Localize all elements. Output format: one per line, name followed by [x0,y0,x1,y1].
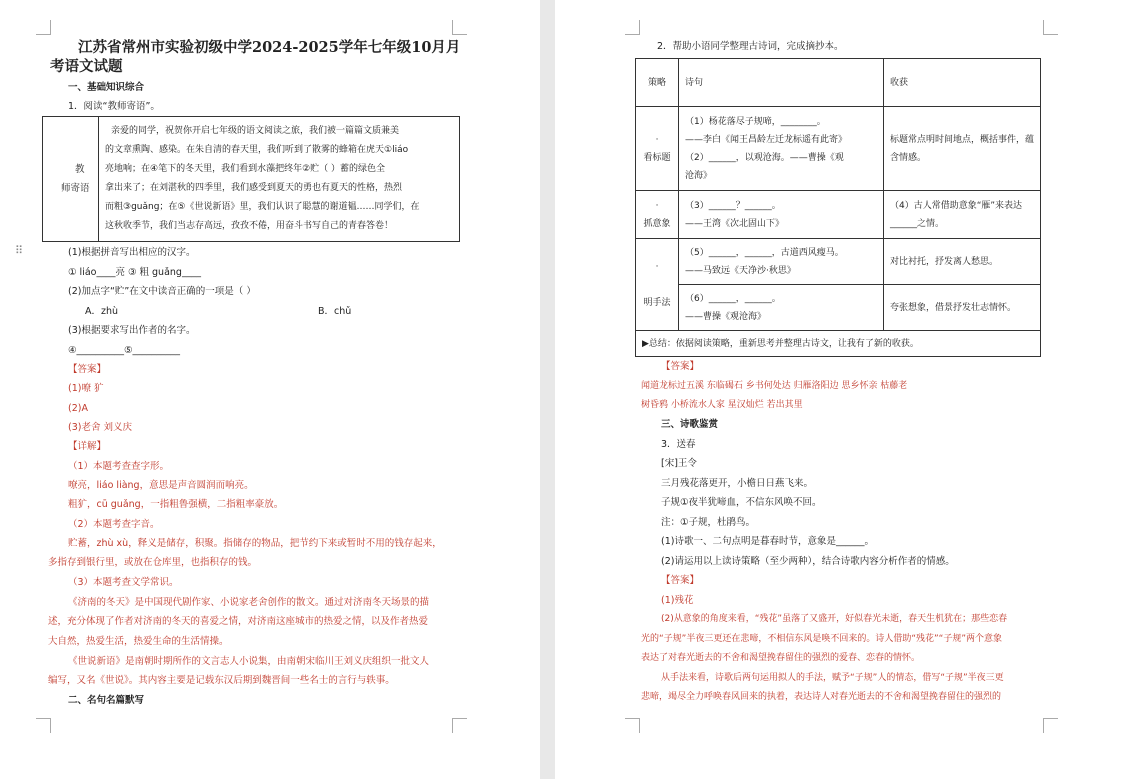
strategy-label: 抓意象 [643,218,671,229]
crop-mark [625,718,640,733]
detail-text: 《世说新语》是南朝时期所作的文言志人小说集，由南朝宋临川王刘义庆组织一批文人 [68,656,430,667]
answer-text: 闻道龙标过五溪 东临碣石 乡书何处达 归雁洛阳边 思乡怀亲 枯藤老 [641,381,908,391]
crop-mark [36,20,51,35]
question-text: 2．帮助小语同学整理古诗词，完成摘抄本。 [657,41,844,52]
strategy-label: 明手法 [643,297,671,308]
answer-text: 从手法来看，诗歌后两句运用拟人的手法，赋予“子规”人的情态，借写“子规”半夜三更 [661,673,1004,683]
question-text: (2)请运用以上读诗策略（至少两种），结合诗歌内容分析作者的情感。 [661,556,955,567]
poem-cell [679,107,884,191]
question-text: ① liáo____亮 ③ 粗 guǎng____ [68,267,201,278]
poem-line: （2）______，以观沧海。——曹操《观 [685,152,844,163]
detail-text: 《济南的冬天》是中国现代剧作家、小说家老舍创作的散文。通过对济南冬天场景的描 [68,597,430,608]
box-line: 这秋收季节，我们当志存高远，孜孜不倦，用奋斗书写自己的青春答卷！ [105,221,394,231]
poem-line: （1）杨花落尽子规啼，________。 [685,116,826,127]
table-header-strategy: 策略 [636,59,679,107]
answer-text: (2)从意象的角度来看，“残花”虽落了又盛开，好似春光未逝，春天生机犹在；那些恋春 [661,614,1008,624]
box-label: 师寄语 [61,183,90,194]
detail-text: 嘹亮，liáo liàng，意思是声音圆润而响亮。 [68,480,254,491]
crop-mark [625,20,640,35]
poem-cell [679,191,884,239]
detail-text: （1）本题考查查字形。 [68,461,170,472]
question-text: (1)根据拼音写出相应的汉字。 [68,247,196,258]
poem-table [635,58,1041,357]
question-text: ④__________⑤__________ [68,345,181,356]
teacher-message-box [42,116,460,242]
poem-author: [宋]王令 [661,458,697,469]
box-line: 亮地响；在④笔下的冬天里，我们看到水藻把终年②贮（ ）蓄的绿色全 [105,164,385,174]
crop-mark [452,20,467,35]
section-heading: 一、基础知识综合 [68,82,145,93]
poem-line: 子规①夜半犹啼血，不信东风唤不回。 [661,497,822,508]
gain-cell: （4）古人常借助意象“雁”来表达______之情。 [884,191,1041,239]
poem-cell [679,285,884,331]
crop-mark [1043,718,1058,733]
poem-line: ——王湾《次北固山下》 [685,218,785,229]
detail-text: （2）本题考查字音。 [68,519,160,530]
table-header-poem: 诗句 [679,59,884,107]
document-page-left [0,0,540,779]
answer-text: 光的“子规”半夜三更还在悲啼，不相信东风是唤不回来的。诗人借助“残花”“子规”两个意象 [641,634,1002,644]
question-text: (2)加点字“贮”在文中读音正确的一项是（ ） [68,286,256,297]
option-a: A．zhù [85,306,119,317]
answer-label: 【答案】 [661,361,700,372]
poem-line: 三月残花落更开，小檐日日燕飞来。 [661,478,814,489]
detail-text: 粗犷，cū guǎng，一指粗鲁强横，二指粗率豪放。 [68,499,284,510]
poem-cell [679,239,884,285]
box-label: 教 [75,164,85,175]
answer-text: (1)残花 [661,595,694,606]
poem-line: ——马致远《天净沙·秋思》 [685,265,796,276]
answer-text: 表达了对春光逝去的不舍和渴望挽春留住的强烈的爱春、恋春的情怀。 [641,653,921,663]
detail-label: 【详解】 [68,441,107,452]
crop-mark [452,718,467,733]
detail-text: 述，充分体现了作者对济南的冬天的喜爱之情，对济南这座城市的热爱之情，以及作者热爱 [48,616,429,627]
document-page-right [555,0,1134,779]
poem-line: （5）______，______，古道西风瘦马。 [685,247,844,258]
option-b: B．chǔ [318,306,352,317]
poem-line: ——李白《闻王昌龄左迁龙标遥有此寄》 [685,134,848,145]
strategy-cell: · 抓意象 [636,191,679,239]
summary-cell: ▶总结：依据阅读策略，重新思考并整理古诗文，让我有了新的收获。 [636,331,1041,357]
box-line: 而粗③guǎng；在⑤《世说新语》里，我们认识了聪慧的谢道韫……同学们，在 [105,202,420,212]
answer-text: (2)A [68,403,88,414]
detail-text: 大自然，热爱生活，热爱生命的生活情操。 [48,636,229,647]
detail-text: 编写，又名《世说》。其内容主要是记载东汉后期到魏晋间一些名士的言行与轶事。 [48,675,395,686]
strategy-label: 看标题 [643,152,671,163]
box-label-cell [43,117,99,241]
doc-title-line1: 江苏省常州市实验初级中学2024-2025学年七年级10月月 [78,39,461,56]
table-header-gain: 收获 [884,59,1041,107]
box-line: 的文章熏陶、感染。在朱自清的春天里，我们听到了散雾的蜂箱在虎天①liáo [105,145,409,155]
detail-text: 贮蓄，zhù xù，释义是储存，积聚。指储存的物品，把节约下来或暂时不用的钱存起来， [68,538,442,549]
answer-text: (3)老舍 刘义庆 [68,422,132,433]
poem-line: （6）______，______。 [685,293,781,304]
crop-mark [1043,20,1058,35]
doc-title-line2: 考语文试题 [50,58,123,75]
box-line: 拿出来了；在刘湛秋的四季里，我们感受到夏天的勇也有夏天的性格，热烈 [105,183,403,193]
poem-line: 沧海》 [685,170,713,181]
strategy-cell: · 明手法 [636,239,679,331]
answer-text: 悲啼，竭尽全力呼唤春风回来的执着，表达诗人对春光逝去的不舍和渴望挽春留住的强烈的 [641,692,1002,702]
drag-handle-icon[interactable]: ⠿ [15,244,22,257]
gain-cell: 标题常点明时间地点，概括事件，蕴含情感。 [884,107,1041,191]
section-heading: 二、名句名篇默写 [68,695,145,706]
gain-cell: 对比衬托，抒发离人愁思。 [884,239,1041,285]
question-text: 1．阅读“教师寄语”。 [68,101,160,112]
question-text: (1)诗歌一、二句点明是暮春时节，意象是______。 [661,536,874,547]
poem-line: （3）______？______。 [685,200,781,211]
answer-text: (1)嘹 犷 [68,383,104,394]
crop-mark [36,718,51,733]
answer-label: 【答案】 [68,364,107,375]
detail-text: （3）本题考查文学常识。 [68,577,179,588]
poem-line: ——曹操《观沧海》 [685,311,767,322]
question-text: 3．送春 [661,439,696,450]
gain-cell: 夸张想象，借景抒发壮志情怀。 [884,285,1041,331]
answer-text: 树昏鸦 小桥流水人家 星汉灿烂 若出其里 [641,400,803,410]
box-line: 亲爱的同学，祝贺你开启七年级的语文阅读之旅，我们被一篇篇文质兼美 [111,126,400,136]
answer-label: 【答案】 [661,575,700,586]
poem-note: 注：①子规，杜鹃鸟。 [661,517,756,528]
section-heading: 三、诗歌鉴赏 [661,419,719,430]
question-text: (3)根据要求写出作者的名字。 [68,325,196,336]
detail-text: 多指存到银行里，或放在仓库里，也指积存的钱。 [48,557,258,568]
strategy-cell: · 看标题 [636,107,679,191]
